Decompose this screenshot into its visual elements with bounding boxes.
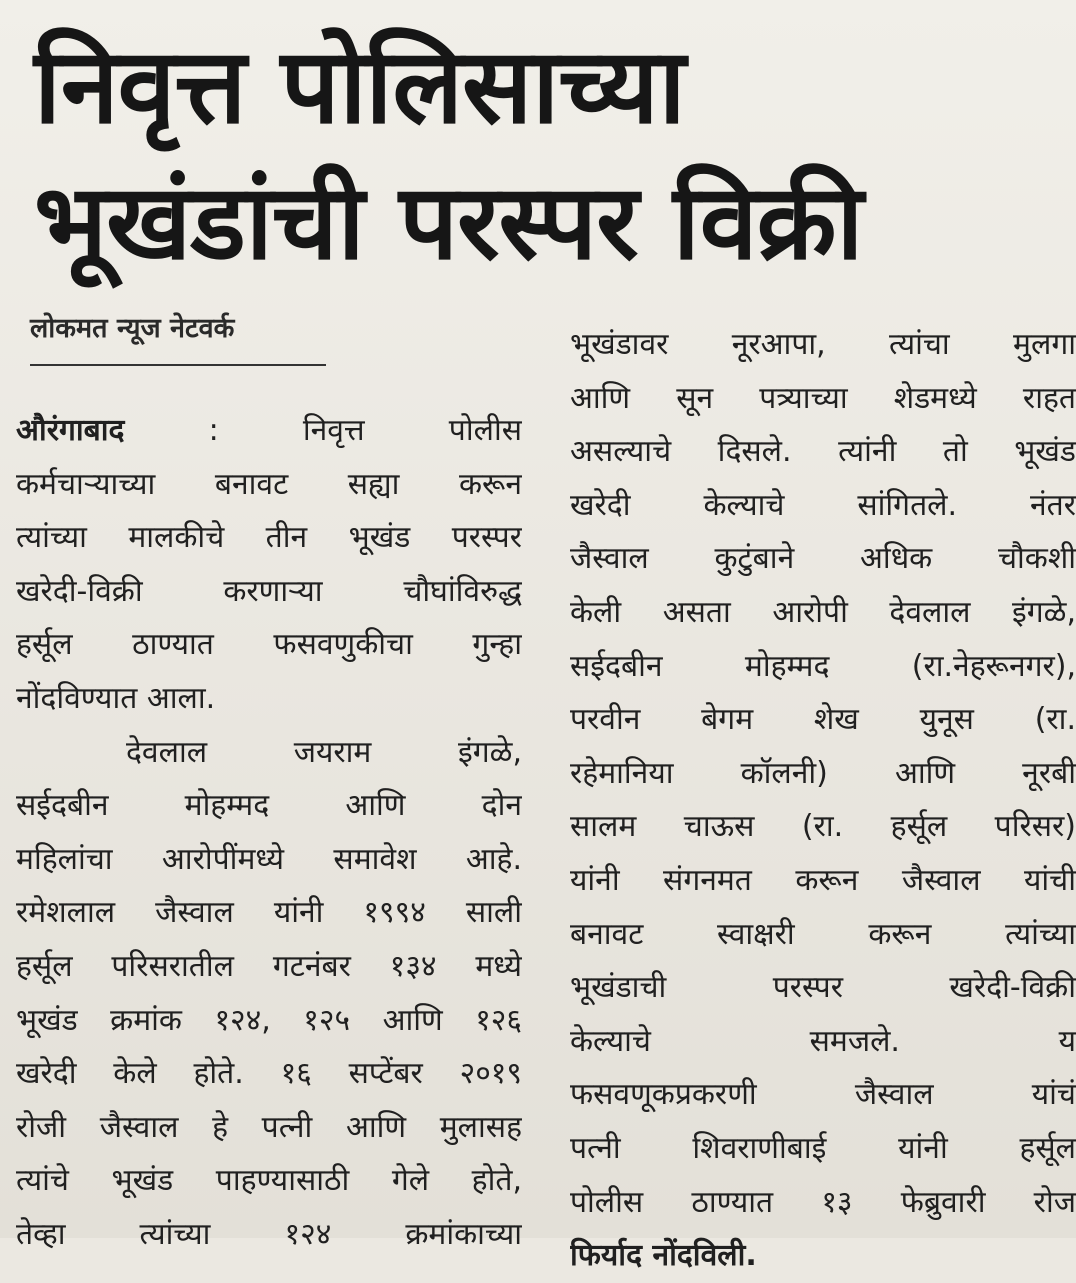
article-line: पत्नी शिवराणीबाई यांनी हर्सूल bbox=[570, 1130, 1076, 1166]
article-line: सईदबीन मोहम्मद (रा.नेहरूनगर), bbox=[570, 648, 1076, 684]
article-line: पोलीस ठाण्यात १३ फेब्रुवारी रोज bbox=[570, 1184, 1076, 1220]
article-line: नोंदविण्यात आला. bbox=[16, 680, 216, 716]
article-line: खरेदी केले होते. १६ सप्टेंबर २०१९ bbox=[16, 1056, 522, 1092]
article-line: रमेशलाल जैस्वाल यांनी १९९४ साली bbox=[16, 895, 522, 931]
right-column bbox=[570, 318, 1076, 1283]
article-line: त्यांचे भूखंड पाहण्यासाठी गेले होते, bbox=[16, 1163, 522, 1199]
byline: लोकमत न्यूज नेटवर्क bbox=[30, 313, 235, 344]
article-line: देवलाल जयराम इंगळे, bbox=[126, 734, 522, 770]
article-line: फिर्याद नोंदविली. bbox=[570, 1238, 757, 1274]
article-line: केल्याचे समजले. य bbox=[570, 1023, 1076, 1059]
article-line: हर्सूल ठाण्यात फसवणुकीचा गुन्हा bbox=[16, 627, 522, 663]
headline bbox=[34, 18, 1034, 290]
article-line: तेव्हा त्यांच्या १२४ क्रमांकाच्या bbox=[16, 1216, 522, 1252]
article-line: खरेदी केल्याचे सांगितले. नंतर bbox=[570, 487, 1076, 523]
article-line: रोजी जैस्वाल हे पत्नी आणि मुलासह bbox=[16, 1109, 522, 1145]
article-line: महिलांचा आरोपींमध्ये समावेश आहे. bbox=[16, 841, 522, 877]
article-line: रहेमानिया कॉलनी) आणि नूरबी bbox=[570, 755, 1076, 791]
headline-line-2: भूखंडांची परस्पर विक्री bbox=[34, 161, 863, 283]
article-line: परवीन बेगम शेख युनूस (रा. bbox=[570, 702, 1076, 738]
dateline: औरंगाबाद bbox=[16, 413, 125, 448]
article-line: कर्मचाऱ्याच्या बनावट सह्या करून bbox=[16, 466, 522, 502]
headline-line-1: निवृत्त पोलिसाच्या bbox=[34, 25, 685, 147]
article-line: यांनी संगनमत करून जैस्वाल यांची bbox=[570, 862, 1076, 898]
article-line: सालम चाऊस (रा. हर्सूल परिसर) bbox=[570, 809, 1076, 845]
article-line: केली असता आरोपी देवलाल इंगळे, bbox=[570, 594, 1076, 630]
article-line: आणि सून पत्र्याच्या शेडमध्ये राहत bbox=[570, 380, 1076, 416]
article-line: असल्याचे दिसले. त्यांनी तो भूखंड bbox=[570, 434, 1076, 470]
article-line: जैस्वाल कुटुंबाने अधिक चौकशी bbox=[570, 541, 1076, 577]
article-line: बनावट स्वाक्षरी करून त्यांच्या bbox=[570, 916, 1076, 952]
article-line: फसवणूकप्रकरणी जैस्वाल यांचं bbox=[570, 1077, 1076, 1113]
article-line: सईदबीन मोहम्मद आणि दोन bbox=[16, 788, 522, 824]
article-line: भूखंड क्रमांक १२४, १२५ आणि १२६ bbox=[16, 1002, 522, 1038]
article-text: : निवृत्त पोलीस bbox=[124, 413, 522, 448]
article-line: भूखंडावर नूरआपा, त्यांचा मुलगा bbox=[570, 327, 1076, 362]
article-line: खरेदी-विक्री करणाऱ्या चौघांविरुद्ध bbox=[16, 573, 522, 609]
article-line: हर्सूल परिसरातील गटनंबर १३४ मध्ये bbox=[16, 948, 522, 984]
article-line: भूखंडाची परस्पर खरेदी-विक्री bbox=[570, 970, 1076, 1006]
article-line: त्यांच्या मालकीचे तीन भूखंड परस्पर bbox=[16, 520, 522, 556]
article-line bbox=[16, 404, 522, 458]
byline-rule bbox=[30, 364, 326, 366]
left-column bbox=[16, 404, 522, 1262]
